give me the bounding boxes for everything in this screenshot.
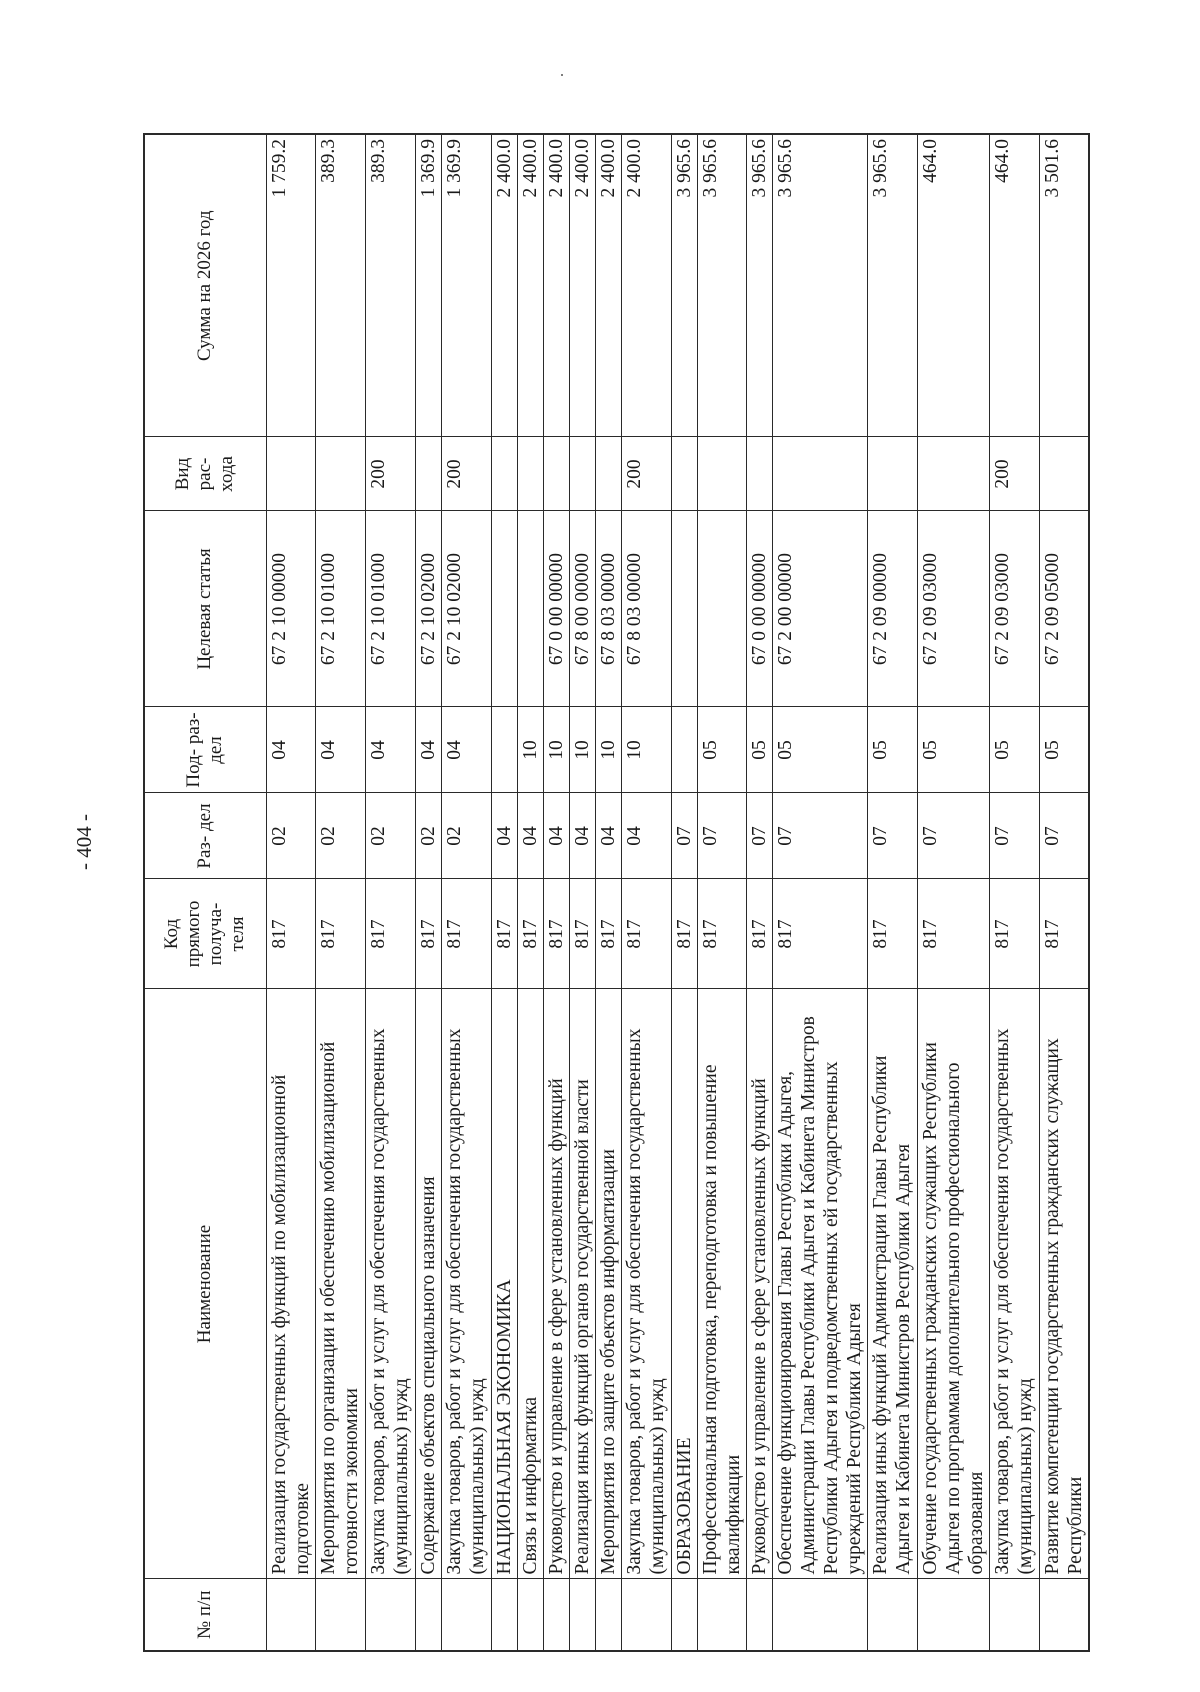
row-num: [772, 1579, 867, 1651]
row-recipient-code: 817: [1039, 879, 1089, 989]
row-target-article: 67 2 09 03000: [989, 511, 1039, 707]
row-name: Обучение государственных гражданских служащих Республики Адыгея по программам дополнительного профессионального образования: [917, 989, 989, 1579]
row-name: Профессиональная подготовка, переподготовка и повышение квалификации: [697, 989, 746, 1579]
row-subsection: 05: [989, 707, 1039, 793]
table-row: [543, 134, 569, 1651]
row-subsection: [491, 707, 517, 793]
row-section: 02: [266, 793, 315, 879]
row-target-article: 67 2 10 02000: [415, 511, 441, 707]
row-name: Связь и информатика: [517, 989, 543, 1579]
header-target-article: Целевая статья: [144, 511, 266, 707]
row-num: [543, 1579, 569, 1651]
row-name: Закупка товаров, работ и услуг для обеспечения государственных (муниципальных) нужд: [441, 989, 491, 1579]
table-row: [1039, 134, 1089, 1651]
row-section: 04: [569, 793, 595, 879]
row-subsection: 05: [867, 707, 917, 793]
row-target-article: 67 2 09 03000: [917, 511, 989, 707]
row-amount: 2 400.0: [543, 134, 569, 437]
header-num: № п/п: [144, 1579, 266, 1651]
row-recipient-code: 817: [543, 879, 569, 989]
row-amount: 464.0: [989, 134, 1039, 437]
row-name: Руководство и управление в сфере установленных функций: [746, 989, 772, 1579]
row-recipient-code: 817: [266, 879, 315, 989]
row-section: 07: [746, 793, 772, 879]
row-recipient-code: 817: [415, 879, 441, 989]
table-body: [266, 134, 1089, 1651]
row-amount: 3 501.6: [1039, 134, 1089, 437]
row-num: [671, 1579, 697, 1651]
row-num: [365, 1579, 415, 1651]
row-subsection: 04: [315, 707, 365, 793]
row-recipient-code: 817: [746, 879, 772, 989]
row-recipient-code: 817: [315, 879, 365, 989]
row-recipient-code: 817: [697, 879, 746, 989]
row-subsection: 04: [415, 707, 441, 793]
row-subsection: 10: [543, 707, 569, 793]
row-name: Мероприятия по организации и обеспечению мобилизационной готовности экономики: [315, 989, 365, 1579]
row-expense-type: [595, 437, 621, 511]
row-subsection: 05: [697, 707, 746, 793]
row-num: [746, 1579, 772, 1651]
row-recipient-code: 817: [441, 879, 491, 989]
header-name: Наименование: [144, 989, 266, 1579]
row-expense-type: [772, 437, 867, 511]
row-expense-type: 200: [621, 437, 671, 511]
row-subsection: [671, 707, 697, 793]
row-section: 02: [441, 793, 491, 879]
table-row: [867, 134, 917, 1651]
row-target-article: 67 2 10 00000: [266, 511, 315, 707]
row-amount: 464.0: [917, 134, 989, 437]
row-expense-type: 200: [365, 437, 415, 511]
row-section: 07: [772, 793, 867, 879]
row-num: [491, 1579, 517, 1651]
row-expense-type: [415, 437, 441, 511]
row-amount: 1 369.9: [441, 134, 491, 437]
budget-table: [143, 133, 1090, 1652]
header-section: Раз- дел: [144, 793, 266, 879]
row-amount: 1 759.2: [266, 134, 315, 437]
row-name: Содержание объектов специального назначения: [415, 989, 441, 1579]
table-row: [491, 134, 517, 1651]
row-name: НАЦИОНАЛЬНАЯ ЭКОНОМИКА: [491, 989, 517, 1579]
row-expense-type: [867, 437, 917, 511]
row-recipient-code: 817: [517, 879, 543, 989]
row-expense-type: [671, 437, 697, 511]
table-row: [917, 134, 989, 1651]
row-name: Мероприятия по защите объектов информатизации: [595, 989, 621, 1579]
row-amount: 1 369.9: [415, 134, 441, 437]
row-subsection: 10: [595, 707, 621, 793]
row-recipient-code: 817: [917, 879, 989, 989]
table-row: [989, 134, 1039, 1651]
row-expense-type: 200: [989, 437, 1039, 511]
row-expense-type: [697, 437, 746, 511]
row-num: [1039, 1579, 1089, 1651]
row-name: Руководство и управление в сфере установленных функций: [543, 989, 569, 1579]
row-expense-type: [746, 437, 772, 511]
table-row: [415, 134, 441, 1651]
row-expense-type: [569, 437, 595, 511]
row-expense-type: [517, 437, 543, 511]
row-recipient-code: 817: [621, 879, 671, 989]
row-num: [517, 1579, 543, 1651]
row-amount: 3 965.6: [867, 134, 917, 437]
row-num: [697, 1579, 746, 1651]
table-row: [621, 134, 671, 1651]
row-section: 02: [415, 793, 441, 879]
row-target-article: [697, 511, 746, 707]
row-recipient-code: 817: [491, 879, 517, 989]
header-expense-type: Вид рас- хода: [144, 437, 266, 511]
table-header: [144, 134, 266, 1651]
row-target-article: 67 0 00 00000: [543, 511, 569, 707]
header-amount-2026: Сумма на 2026 год: [144, 134, 266, 437]
row-section: 07: [697, 793, 746, 879]
row-subsection: 04: [365, 707, 415, 793]
table-row: [746, 134, 772, 1651]
row-amount: 2 400.0: [491, 134, 517, 437]
row-name: Реализация иных функций органов государственной власти: [569, 989, 595, 1579]
row-amount: 2 400.0: [595, 134, 621, 437]
row-target-article: 67 8 03 00000: [595, 511, 621, 707]
row-subsection: 04: [441, 707, 491, 793]
row-target-article: 67 2 09 00000: [867, 511, 917, 707]
row-name: Реализация иных функций Администрации Главы Республики Адыгея и Кабинета Министров Республики Адыгея: [867, 989, 917, 1579]
row-expense-type: [491, 437, 517, 511]
row-num: [266, 1579, 315, 1651]
row-section: 04: [491, 793, 517, 879]
table-row: [697, 134, 746, 1651]
row-subsection: 05: [746, 707, 772, 793]
row-target-article: 67 0 00 00000: [746, 511, 772, 707]
row-section: 02: [365, 793, 415, 879]
row-target-article: 67 8 00 00000: [569, 511, 595, 707]
row-section: 04: [595, 793, 621, 879]
row-amount: 3 965.6: [772, 134, 867, 437]
row-target-article: 67 2 10 02000: [441, 511, 491, 707]
row-expense-type: 200: [441, 437, 491, 511]
row-subsection: 10: [569, 707, 595, 793]
row-recipient-code: 817: [569, 879, 595, 989]
page-number: - 404 -: [72, 814, 96, 870]
scan-speck: [561, 74, 563, 76]
row-amount: 389.3: [315, 134, 365, 437]
row-recipient-code: 817: [671, 879, 697, 989]
table-row: [365, 134, 415, 1651]
row-name: Закупка товаров, работ и услуг для обеспечения государственных (муниципальных) нужд: [621, 989, 671, 1579]
row-expense-type: [266, 437, 315, 511]
row-amount: 2 400.0: [621, 134, 671, 437]
row-num: [867, 1579, 917, 1651]
row-num: [441, 1579, 491, 1651]
row-target-article: 67 2 00 00000: [772, 511, 867, 707]
row-subsection: 10: [621, 707, 671, 793]
row-target-article: [517, 511, 543, 707]
row-expense-type: [1039, 437, 1089, 511]
row-expense-type: [917, 437, 989, 511]
row-subsection: 05: [772, 707, 867, 793]
row-expense-type: [315, 437, 365, 511]
row-num: [595, 1579, 621, 1651]
table-row: [441, 134, 491, 1651]
row-name: Развитие компетенции государственных гражданских служащих Республики: [1039, 989, 1089, 1579]
header-subsection: Под- раз- дел: [144, 707, 266, 793]
row-num: [621, 1579, 671, 1651]
row-target-article: [491, 511, 517, 707]
row-num: [315, 1579, 365, 1651]
table-row: [772, 134, 867, 1651]
row-section: 04: [621, 793, 671, 879]
row-subsection: 04: [266, 707, 315, 793]
row-amount: 3 965.6: [671, 134, 697, 437]
rotated-table-container: [143, 135, 1088, 1652]
row-num: [569, 1579, 595, 1651]
table-row: [671, 134, 697, 1651]
row-recipient-code: 817: [989, 879, 1039, 989]
row-amount: 3 965.6: [746, 134, 772, 437]
row-section: 07: [1039, 793, 1089, 879]
table-row: [595, 134, 621, 1651]
row-expense-type: [543, 437, 569, 511]
row-name: Закупка товаров, работ и услуг для обеспечения государственных (муниципальных) нужд: [365, 989, 415, 1579]
row-section: 07: [917, 793, 989, 879]
row-amount: 3 965.6: [697, 134, 746, 437]
row-name: Реализация государственных функций по мобилизационной подготовке: [266, 989, 315, 1579]
table-row: [517, 134, 543, 1651]
row-target-article: [671, 511, 697, 707]
row-num: [415, 1579, 441, 1651]
row-target-article: 67 2 09 05000: [1039, 511, 1089, 707]
row-num: [989, 1579, 1039, 1651]
row-section: 07: [989, 793, 1039, 879]
row-recipient-code: 817: [365, 879, 415, 989]
header-recipient-code: Код прямого получа- теля: [144, 879, 266, 989]
row-subsection: 05: [1039, 707, 1089, 793]
row-subsection: 10: [517, 707, 543, 793]
row-section: 04: [517, 793, 543, 879]
row-section: 07: [867, 793, 917, 879]
table-row: [315, 134, 365, 1651]
row-section: 07: [671, 793, 697, 879]
row-name: ОБРАЗОВАНИЕ: [671, 989, 697, 1579]
row-recipient-code: 817: [772, 879, 867, 989]
row-target-article: 67 8 03 00000: [621, 511, 671, 707]
row-name: Обеспечение функционирования Главы Республики Адыгея, Администрации Главы Республики Адыгея и Кабинета Министров Республики Адыгея и подведомственных ей государственных учреждений Республики Адыгея: [772, 989, 867, 1579]
row-recipient-code: 817: [867, 879, 917, 989]
row-recipient-code: 817: [595, 879, 621, 989]
row-target-article: 67 2 10 01000: [365, 511, 415, 707]
row-amount: 389.3: [365, 134, 415, 437]
table-row: [569, 134, 595, 1651]
row-amount: 2 400.0: [569, 134, 595, 437]
row-section: 04: [543, 793, 569, 879]
row-section: 02: [315, 793, 365, 879]
row-name: Закупка товаров, работ и услуг для обеспечения государственных (муниципальных) нужд: [989, 989, 1039, 1579]
row-amount: 2 400.0: [517, 134, 543, 437]
row-subsection: 05: [917, 707, 989, 793]
row-target-article: 67 2 10 01000: [315, 511, 365, 707]
row-num: [917, 1579, 989, 1651]
table-row: [266, 134, 315, 1651]
